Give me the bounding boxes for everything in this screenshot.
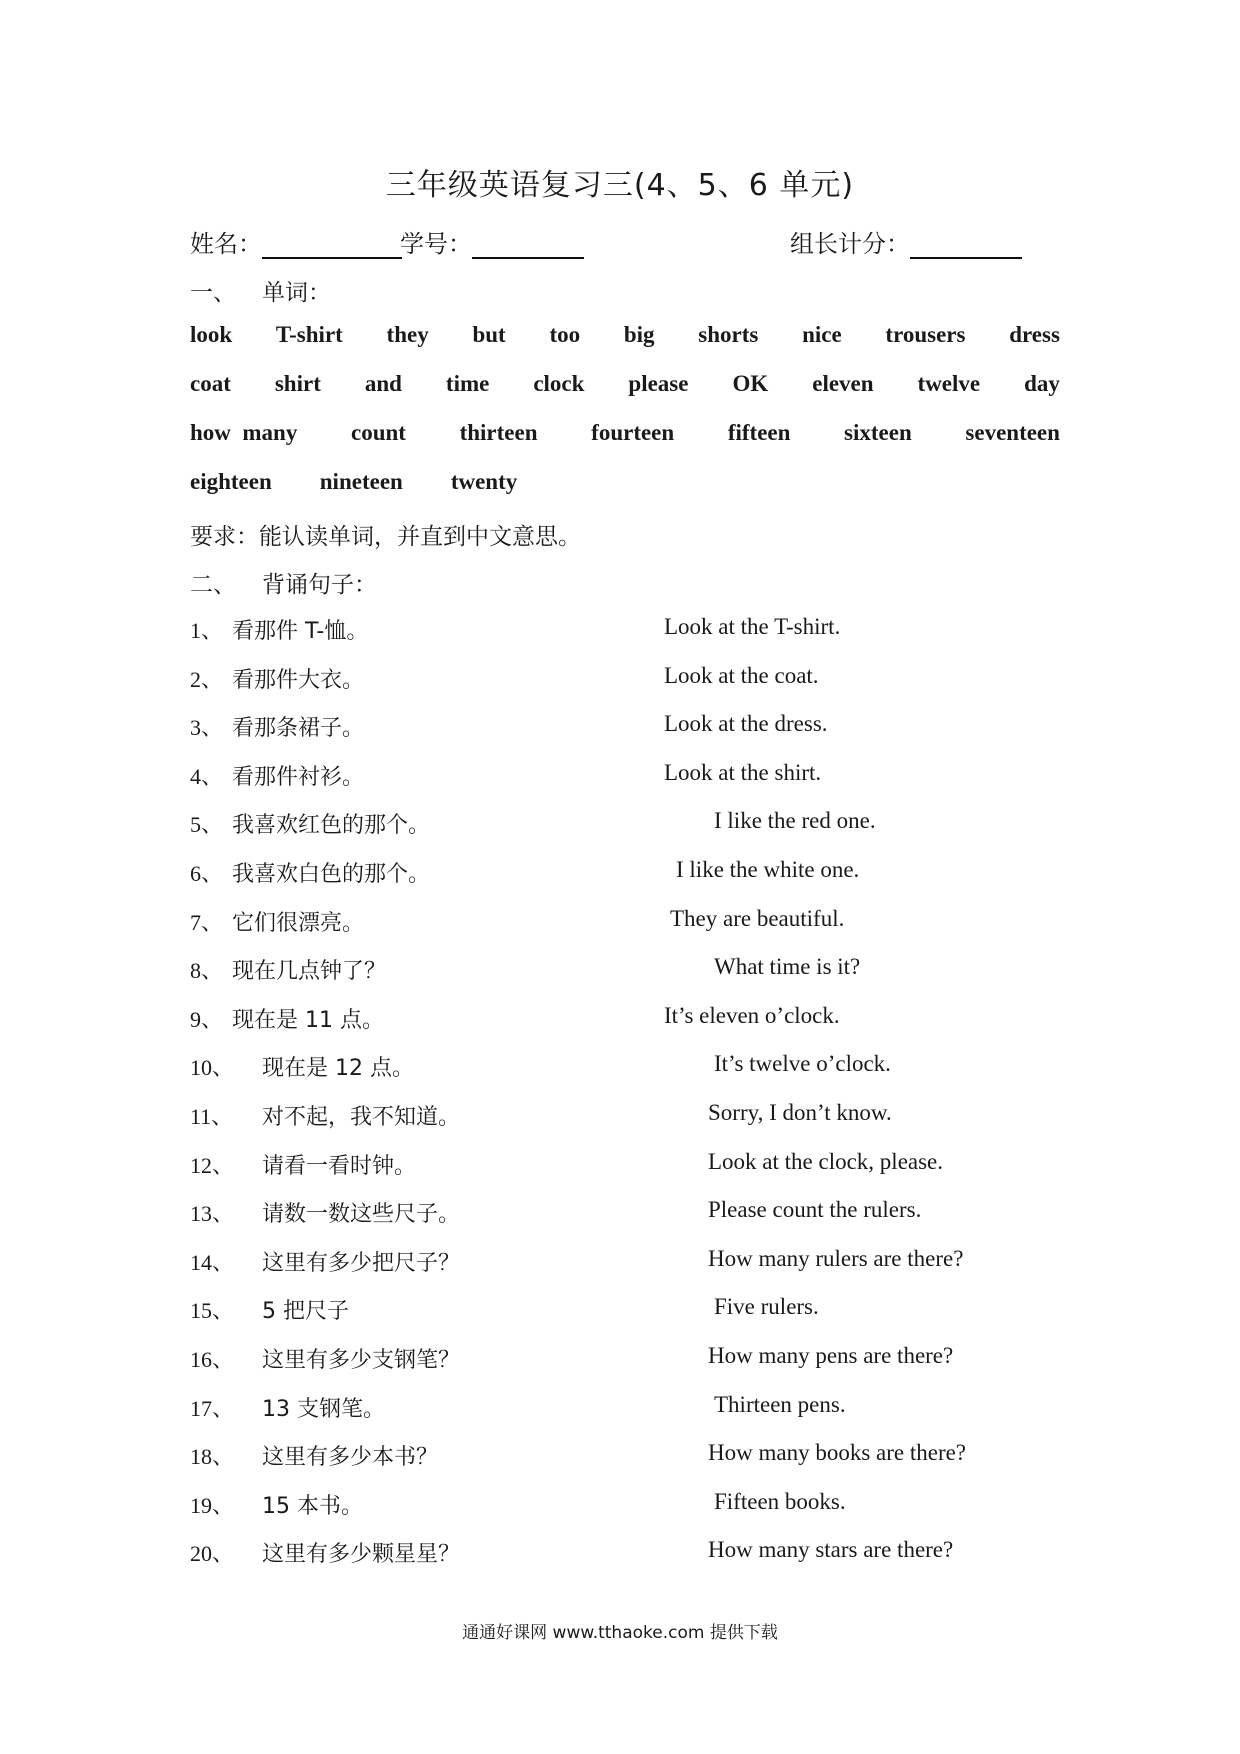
sentence-english: They are beautiful.: [670, 905, 845, 931]
sentence-english: What time is it?: [714, 954, 861, 980]
sentence-chinese: 这里有多少把尺子？: [262, 1250, 461, 1276]
sentence-chinese: 5 把尺子: [262, 1299, 349, 1325]
sentence-number: 5、: [190, 812, 224, 838]
score-label: 组长计分：: [790, 230, 910, 258]
sentence-number: 2、: [190, 666, 224, 692]
sentence-chinese: 它们很漂亮。: [232, 910, 365, 936]
sentence-english: Look at the shirt.: [664, 759, 822, 785]
vocab-word: fifteen: [727, 420, 791, 445]
sentence-english: Look at the coat.: [664, 662, 819, 688]
sentence-number: 12、: [190, 1152, 235, 1178]
sentence-english: Thirteen pens.: [714, 1391, 846, 1417]
vocab-word: fourteen: [591, 420, 675, 445]
sentence-number: 18、: [190, 1444, 235, 1470]
sentence-row: [190, 1343, 1090, 1375]
vocab-row-4: [190, 469, 1060, 499]
sentence-row: [190, 954, 1090, 986]
sentence-chinese: 我喜欢红色的那个。: [232, 813, 431, 839]
footer-credit: 通通好课网 www.tthaoke.com 提供下载: [462, 1623, 778, 1643]
vocab-word: shirt: [274, 371, 321, 396]
score-blank: [910, 233, 1022, 259]
vocab-word: thirteen: [459, 420, 538, 445]
sentence-english: Look at the dress.: [664, 711, 828, 737]
sentence-chinese: 这里有多少支钢笔？: [262, 1348, 461, 1373]
sentence-chinese: 看那条裙子。: [232, 716, 365, 742]
section-heading-sentences: [190, 566, 377, 599]
sentence-row: [190, 663, 1090, 695]
name-label: 姓名：: [190, 230, 262, 258]
sentence-number: 10、: [190, 1055, 235, 1081]
sentence-number: 7、: [190, 909, 224, 935]
vocab-word: twenty: [450, 469, 518, 494]
vocab-word: sixteen: [844, 420, 912, 445]
sentence-number: 14、: [190, 1249, 235, 1275]
sentence-number: 13、: [190, 1201, 235, 1227]
student-id-label: 学号：: [400, 230, 472, 258]
sentence-english: I like the red one.: [714, 808, 876, 834]
sentence-row: [190, 1197, 1090, 1229]
sentence-number: 16、: [190, 1347, 235, 1372]
vocab-word: eleven: [812, 371, 874, 396]
sentence-row: [190, 1051, 1090, 1083]
sentence-row: [190, 1003, 1090, 1035]
sentence-chinese: 请看一看时钟。: [262, 1153, 417, 1179]
vocab-word: OK: [732, 371, 769, 396]
student-info-row: [0, 224, 1240, 256]
sentence-row: [190, 1149, 1090, 1181]
vocab-word: but: [472, 322, 506, 347]
sentence-row: [190, 1294, 1090, 1326]
sentence-number: 4、: [190, 763, 224, 789]
sentence-chinese: 13 支钢笔。: [262, 1396, 385, 1422]
sentence-english: Fifteen books.: [714, 1488, 846, 1514]
sentence-number: 3、: [190, 715, 224, 741]
sentence-chinese: 看那件大衣。: [232, 667, 365, 693]
student-id-blank: [472, 233, 584, 259]
sentence-chinese: 看那件衬衫。: [232, 764, 365, 790]
sentence-chinese: 对不起，我不知道。: [262, 1105, 461, 1130]
vocab-word: time: [445, 371, 490, 396]
sentence-english: How many rulers are there?: [708, 1245, 964, 1271]
vocab-word: please: [628, 371, 689, 396]
sentence-number: 6、: [190, 861, 224, 886]
vocab-word: look: [190, 322, 233, 347]
vocab-row-3: [190, 420, 1060, 450]
vocab-word: too: [549, 322, 581, 347]
vocab-word: twelve: [917, 371, 981, 396]
vocab-word: how many: [190, 420, 298, 445]
section-label: 单词：: [262, 280, 331, 306]
requirement-text: 要求：能认读单词，并直到中文意思。: [190, 524, 581, 550]
sentence-english: Five rulers.: [714, 1294, 819, 1320]
sentence-row: [190, 1246, 1090, 1278]
sentence-row: [190, 1100, 1090, 1132]
sentence-english: Sorry, I don’t know.: [708, 1100, 892, 1125]
vocab-word: day: [1024, 371, 1060, 396]
name-field: [190, 224, 402, 259]
page-title: 三年级英语复习三(4、5、6 单元): [385, 168, 855, 203]
vocab-word: eighteen: [190, 469, 272, 494]
sentence-english: How many pens are there?: [708, 1343, 954, 1368]
sentence-chinese: 请数一数这些尺子。: [262, 1202, 461, 1228]
section-number: 一、: [190, 280, 236, 306]
sentence-english: I like the white one.: [676, 857, 860, 882]
vocab-word: dress: [1009, 322, 1060, 347]
sentence-chinese: 我喜欢白色的那个。: [232, 862, 431, 887]
vocab-word: T-shirt: [275, 322, 343, 347]
sentence-english: How many books are there?: [708, 1440, 967, 1466]
section-number: 二、: [190, 572, 236, 598]
vocab-word: coat: [190, 371, 231, 396]
vocab-word: they: [386, 322, 429, 347]
vocab-word: nineteen: [319, 469, 403, 494]
sentence-row: [190, 1489, 1090, 1521]
sentence-row: [190, 906, 1090, 938]
sentence-number: 11、: [190, 1104, 234, 1129]
sentence-row: [190, 614, 1090, 646]
sentence-number: 9、: [190, 1006, 224, 1032]
sentence-english: Look at the clock, please.: [708, 1148, 944, 1174]
sentence-number: 15、: [190, 1298, 235, 1324]
sentence-chinese: 现在是 12 点。: [262, 1056, 414, 1082]
student-id-field: [400, 224, 584, 259]
sentence-number: 17、: [190, 1395, 235, 1421]
sentence-number: 19、: [190, 1492, 235, 1518]
vocab-row-1: [190, 322, 1060, 352]
vocab-word: big: [623, 322, 655, 347]
section-label: 背诵句子：: [262, 572, 377, 598]
sentence-chinese: 现在是 11 点。: [232, 1007, 384, 1033]
sentence-english: It’s twelve o’clock.: [714, 1051, 891, 1077]
sentence-chinese: 现在几点钟了？: [232, 959, 387, 985]
sentence-row: [190, 711, 1090, 743]
vocab-row-2: [190, 371, 1060, 401]
vocab-word: clock: [533, 371, 585, 396]
vocab-word: shorts: [698, 322, 759, 347]
sentence-row: [190, 1440, 1090, 1472]
sentence-number: 8、: [190, 958, 224, 984]
vocab-word: nice: [802, 322, 842, 347]
vocab-word: trousers: [885, 322, 966, 347]
score-field: [790, 224, 1022, 259]
sentence-english: Please count the rulers.: [708, 1197, 922, 1223]
sentence-row: [190, 857, 1090, 889]
sentence-english: How many stars are there?: [708, 1537, 954, 1563]
sentence-number: 1、: [190, 618, 224, 643]
vocab-word: seventeen: [965, 420, 1060, 445]
sentence-chinese: 15 本书。: [262, 1493, 363, 1519]
sentence-chinese: 这里有多少本书？: [262, 1445, 439, 1471]
sentence-row: [190, 760, 1090, 792]
vocab-word: count: [351, 420, 406, 445]
sentence-chinese: 这里有多少颗星星？: [262, 1542, 461, 1568]
sentence-english: It’s eleven o’clock.: [664, 1002, 840, 1028]
sentence-row: [190, 808, 1090, 840]
section-heading-words: [190, 274, 331, 307]
sentence-english: Look at the T-shirt.: [664, 614, 841, 639]
sentence-number: 20、: [190, 1541, 235, 1567]
sentence-row: [190, 1537, 1090, 1569]
sentence-row: [190, 1392, 1090, 1424]
vocab-word: and: [364, 371, 402, 396]
sentence-chinese: 看那件 T-恤。: [232, 619, 369, 644]
name-blank: [262, 233, 402, 259]
